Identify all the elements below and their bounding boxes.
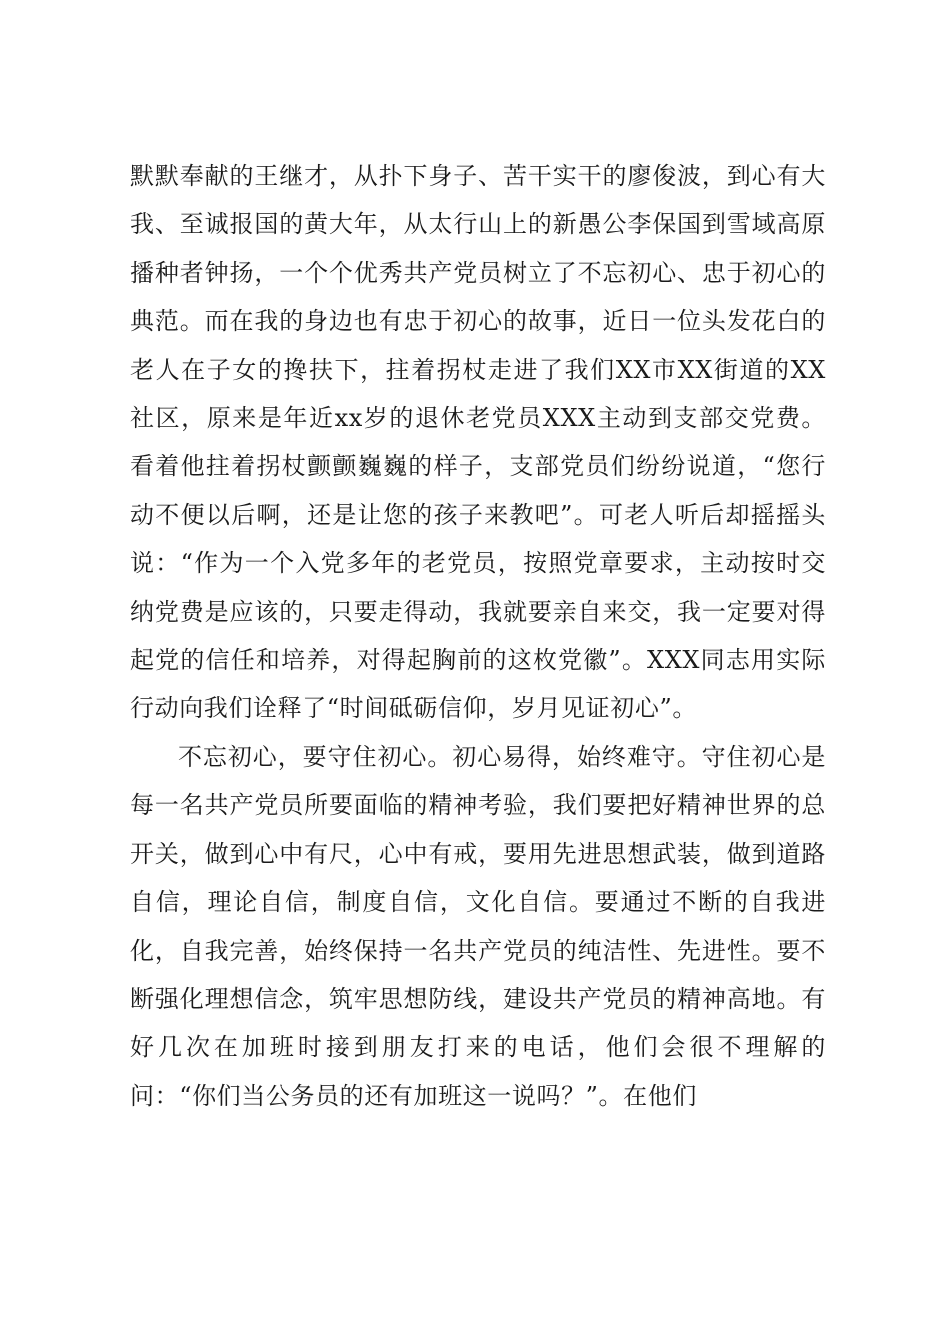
document-body — [130, 152, 826, 1120]
paragraph-stay-true: 不忘初心，要守住初心。初心易得，始终难守。守住初心是每一名共产党员所要面临的精神考验，我们要把好精神世界的总开关，做到心中有尺，心中有戒，要用先进思想武装，做到道路自信，理论自信，制度自信，文化自信。要通过不断的自我进化，自我完善，始终保持一名共产党员的纯洁性、先进性。要不断强化理想信念，筑牢思想防线，建设共产党员的精神高地。有好几次在加班时接到朋友打来的电话，他们会很不理解的问：“你们当公务员的还有加班这一说吗？”。在他们 — [130, 742, 826, 1110]
paragraph-continued: 默默奉献的王继才，从扑下身子、苦干实干的廖俊波，到心有大我、至诚报国的黄大年，从太行山上的新愚公李保国到雪域高原播种者钟扬，一个个优秀共产党员树立了不忘初心、忠于初心的典范。而在我的身边也有忠于初心的故事，近日一位头发花白的老人在子女的搀扶下，拄着拐杖走进了我们XX市XX街道的XX社区，原来是年近xx岁的退休老党员XXX主动到支部交党费。看着他拄着拐杖颤颤巍巍的样子，支部党员们纷纷说道，“您行动不便以后啊，还是让您的孩子来教吧”。可老人听后却摇摇头说：“作为一个入党多年的老党员，按照党章要求，主动按时交纳党费是应该的，只要走得动，我就要亲自来交，我一定要对得起党的信任和培养，对得起胸前的这枚党徽”。XXX同志用实际行动向我们诠释了“时间砥砺信仰，岁月见证初心”。 — [130, 162, 826, 723]
